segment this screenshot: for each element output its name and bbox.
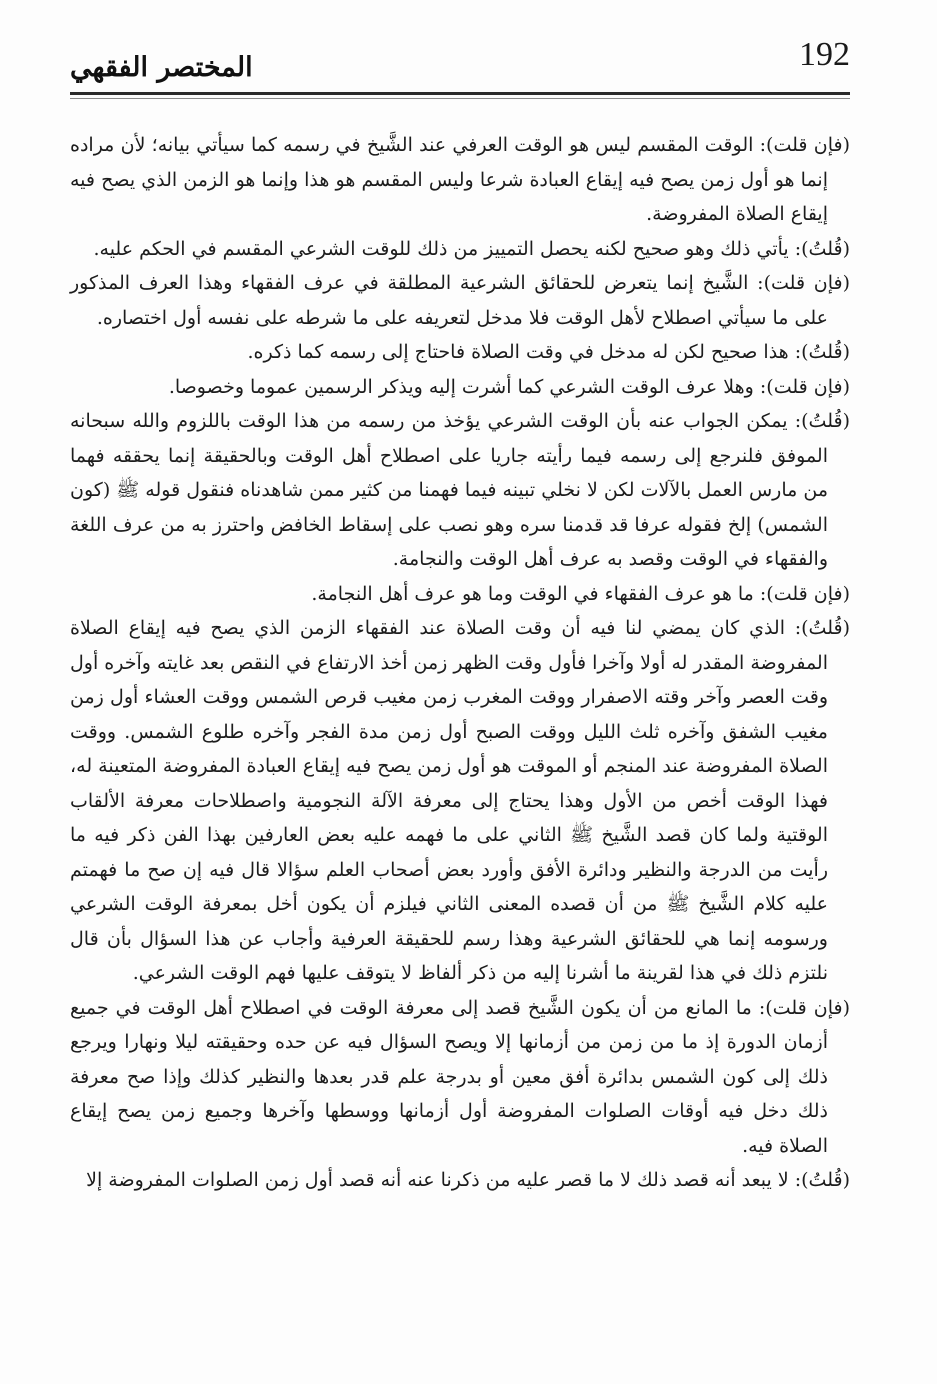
header-rule-thin	[70, 98, 850, 99]
paragraph: (فإن قلت): الشَّيخ إنما يتعرض للحقائق الشرعية المطلقة في عرف الفقهاء وهذا العرف المذكور على ما سيأتي اصطلاح لأهل الوقت فلا مدخل لتعريفه على ما شرطه على نفسه أول اختصاره.	[70, 272, 850, 329]
paragraph: (قُلتُ): يأتي ذلك وهو صحيح لكنه يحصل التمييز من ذلك للوقت الشرعي المقسم في الحكم عليه.	[93, 237, 850, 260]
page-header	[70, 30, 850, 98]
paragraph: (فإن قلت): ما هو عرف الفقهاء في الوقت وما هو عرف أهل النجامة.	[311, 582, 850, 605]
body-text	[70, 128, 850, 1198]
paragraph: (قُلتُ): يمكن الجواب عنه بأن الوقت الشرعي يؤخذ من رسمه من هذا الوقت باللزوم والله سبحانه الموفق فلنرجع إلى رسمه فيما رأيته جاريا على اصطلاح أهل الوقت وبالحقيقة إنما يحققه فهما من مارس العمل بالآلات لكن لا نخلي تبينه فيما فهمنا من كثير ممن شاهدناه فنقول قوله ﷺ (كون الشمس) إلخ فقوله عرفا قد قدمنا سره وهو نصب على إسقاط الخافض واحترز به من عرف اللغة والفقهاء في الوقت وقصد به عرف أهل الوقت والنجامة.	[70, 410, 850, 570]
paragraph: (فإن قلت): وهلا عرف الوقت الشرعي كما أشرت إليه ويذكر الرسمين عموما وخصوصا.	[168, 375, 850, 398]
running-title: المختصر الفقهي	[70, 52, 253, 83]
paragraph: (فإن قلت): ما المانع من أن يكون الشَّيخ قصد إلى معرفة الوقت في اصطلاح أهل الوقت في جميع أزمان الدورة إذ ما من زمن من أزمانها إلا ويصح السؤال فيه عن حده وحقيقته ليلا ونهارا ويرجع ذلك إلى كون الشمس بدائرة أفق معين أو بدرجة علم قدر بعدها والنظير كذلك وإذا صح معرفة ذلك دخل فيه أوقات الصلوات المفروضة أول أزمانها ووسطها وآخرها وجميع زمن يصح إيقاع الصلاة فيه.	[70, 996, 850, 1157]
page-number: 192	[799, 36, 850, 73]
paragraph: (فإن قلت): الوقت المقسم ليس هو الوقت العرفي عند الشَّيخ في رسمه كما سيأتي بيانه؛ لأن مراده إنما هو أول زمن يصح فيه إيقاع العبادة شرعا وليس المقسم هو هذا وإنما هو الزمن الذي يصح فيه إيقاع الصلاة المفروضة.	[70, 134, 850, 225]
paragraph: (قُلتُ): الذي كان يمضي لنا فيه أن وقت الصلاة عند الفقهاء الزمن الذي يصح فيه إيقاع الصلاة المفروضة المقدر له أولا وآخرا فأول وقت الظهر زمن أخذ الارتفاع في النقص بعد غايته وآخره أول وقت العصر وآخر وقته الاصفرار ووقت المغرب زمن مغيب قرص الشمس ووقت العشاء أول زمن مغيب الشفق وآخره ثلث الليل ووقت الصبح أول زمن مدة الفجر وآخره طلوع الشمس. ووقت الصلاة المفروضة عند المنجم أو الموقت هو أول زمن يصح فيه إيقاع العبادة المفروضة المتعينة له، فهذا الوقت أخص من الأول وهذا يحتاج إلى معرفة الآلة النجومية واصطلاحات معرفة الألقاب الوقتية ولما كان قصد الشَّيخ ﷺ الثاني على ما فهمه عليه بعض العارفين بهذا الفن ذكر فيه ما رأيت من الدرجة والنظير ودائرة الأفق وأورد بعض أصحاب العلم سؤالا قال فيه إن صح ما فهمتم عليه كلام الشَّيخ ﷺ من أن قصده المعنى الثاني فيلزم أن يكون أخل بمعرفة الوقت الشرعي ورسومه إنما هي للحقائق الشرعية وهذا رسم للحقيقة العرفية وأجاب عن هذا السؤال بأن قال نلتزم ذلك في هذا لقرينة ما أشرنا إليه من ذكر ألفاظ لا يتوقف عليها فهم الوقت الشرعي.	[70, 617, 850, 984]
last-line: (قُلتُ): لا يبعد أنه قصد ذلك لا ما قصر عليه من ذكرنا عنه أنه قصد أول زمن الصلوات المفروضة إلا	[86, 1169, 850, 1191]
header-rule	[70, 92, 850, 95]
paragraph: (قُلتُ): هذا صحيح لكن له مدخل في وقت الصلاة فاحتاج إلى رسمه كما ذكره.	[247, 341, 850, 363]
